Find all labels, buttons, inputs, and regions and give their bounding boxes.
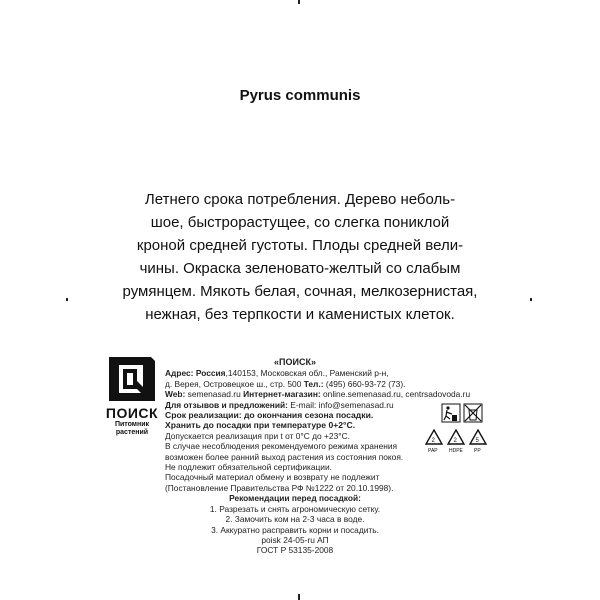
crop-mark-right bbox=[530, 298, 532, 301]
recycle-pp-icon bbox=[470, 430, 486, 444]
description-line: шое, быстрорастущее, со слегка пониклой bbox=[150, 214, 450, 231]
feedback-line: Для отзывов и предложений: E-mail: info@semenasad.ru bbox=[165, 399, 394, 410]
logo-subtitle: растений bbox=[115, 429, 149, 436]
description-line: нежная, без терпкости и каменистых клеток. bbox=[145, 306, 455, 323]
logo-name: ПОИСК bbox=[105, 405, 159, 421]
description-line: чины. Окраска зеленовато-желтый со слабым bbox=[139, 260, 461, 277]
storage-note: возможен более ранний выход растения из состояния покоя. bbox=[165, 451, 404, 462]
address-line: Адрес: Россия,140153, Московская обл., Раменский р-н, bbox=[165, 368, 389, 379]
storage-note: В случае несоблюдения рекомендуемого режима хранения bbox=[165, 441, 398, 452]
svg-text:2: 2 bbox=[453, 438, 457, 444]
company-name: «ПОИСК» bbox=[274, 357, 316, 367]
web-line: Web: semenasad.ru Интернет-магазин: online.semenasad.ru, centrsadovoda.ru bbox=[165, 389, 471, 400]
recycle-label: PAP bbox=[428, 448, 438, 454]
recycle-hdpe-icon bbox=[448, 430, 464, 444]
crop-mark-bottom bbox=[298, 594, 300, 600]
plant-title: Pyrus communis bbox=[239, 87, 361, 104]
no-litter-icon bbox=[464, 404, 482, 422]
certification-note: Не подлежит обязательной сертификации. bbox=[165, 462, 332, 473]
description-line: кроной средней густоты. Плоды средней вели- bbox=[136, 237, 464, 254]
crop-mark-top bbox=[298, 0, 300, 4]
crop-mark-left bbox=[66, 298, 68, 301]
recycle-label: PP bbox=[474, 448, 481, 454]
product-code: poisk 24-05-ru АП bbox=[261, 534, 329, 545]
recommendation-item: 3. Аккуратно расправить корни и посадить. bbox=[211, 524, 379, 535]
recycle-label: HDPE bbox=[449, 448, 463, 454]
plant-description bbox=[100, 188, 500, 326]
shelf-life: Срок реализации: до окончания сезона посадки. bbox=[165, 410, 374, 421]
address-tel-line: д. Верея, Островецкое ш., стр. 500 Тел.: (495) 660-93-72 (73). bbox=[165, 378, 406, 389]
svg-text:2: 2 bbox=[431, 438, 435, 444]
packaging-symbols bbox=[424, 402, 494, 462]
recommendation-item: 1. Разрезать и снять агрономическую сетку. bbox=[209, 503, 381, 514]
logo-subtitle: Питомник bbox=[114, 421, 150, 428]
sale-conditions: Допускается реализация при t от 0°С до +23°С. bbox=[165, 430, 350, 441]
company-logo bbox=[100, 355, 164, 437]
poisk-logo-icon bbox=[105, 355, 157, 403]
svg-text:5: 5 bbox=[475, 438, 479, 444]
recommendation-item: 2. Замочить ком на 2-3 часа в воде. bbox=[225, 514, 365, 525]
gost-standard: ГОСТ Р 53135-2008 bbox=[256, 545, 334, 556]
description-line: Летнего срока потребления. Дерево неболь- bbox=[144, 191, 456, 208]
return-note: Посадочный материал обмену и возврату не подлежит bbox=[165, 472, 380, 483]
storage-conditions: Хранить до посадки при температуре 0+2°С. bbox=[165, 420, 356, 431]
recommendations-title: Рекомендации перед посадкой: bbox=[229, 493, 361, 504]
regulation-note: (Постановление Правительства РФ №1222 от 20.10.1998). bbox=[165, 482, 394, 493]
recycle-pap-icon bbox=[426, 430, 442, 444]
description-line: румянцем. Мякоть белая, сочная, мелкозернистая, bbox=[122, 283, 478, 300]
tidy-man-icon bbox=[442, 404, 460, 422]
